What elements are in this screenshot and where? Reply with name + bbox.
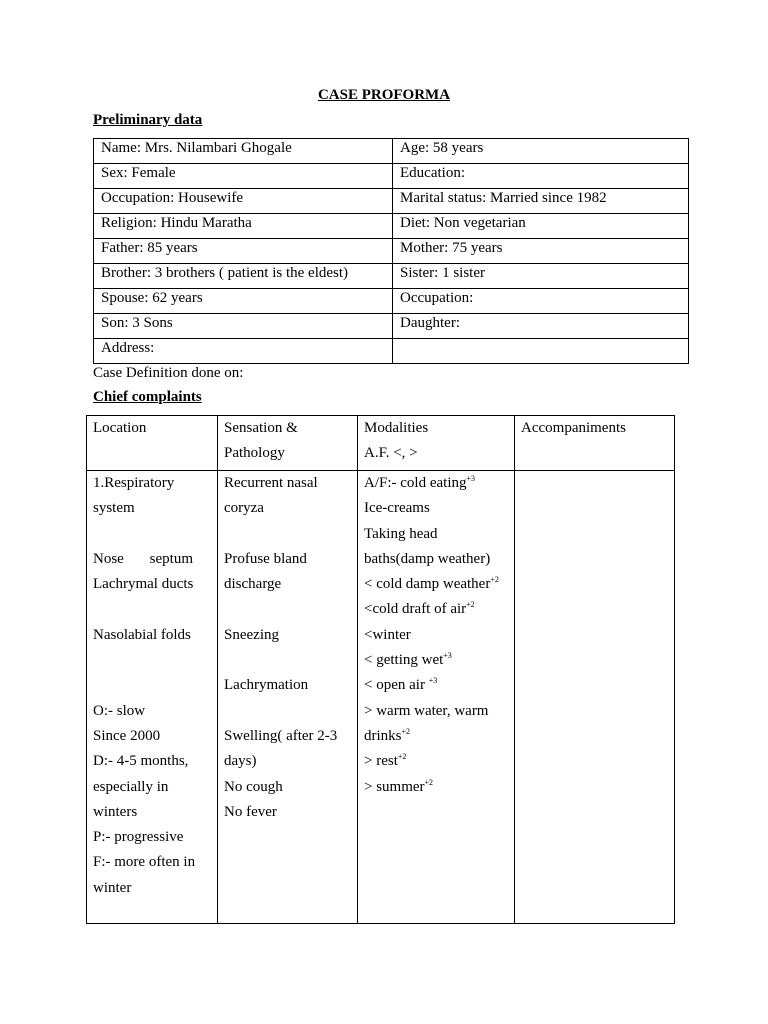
table-cell: Sister: 1 sister [393,264,689,289]
sensation-line: Recurrent nasal [224,475,318,491]
grade-superscript: +3 [443,651,452,661]
grade-superscript: +2 [401,726,411,736]
table-cell: Diet: Non vegetarian [393,214,689,239]
table-cell: Father: 85 years [94,239,393,264]
location-line [93,547,193,572]
modality-line [364,749,508,774]
location-line: 1.Respiratory [93,475,175,491]
modality-line: > warm water, warm [364,702,489,719]
location-line: Lachrymal ducts [93,576,194,593]
sensation-cell [218,471,358,924]
table-cell: Marital status: Married since 1982 [393,189,689,214]
table-cell: Son: 3 Sons [94,314,393,339]
grade-superscript: +2 [466,600,475,610]
table-row [87,471,675,924]
table-cell: Occupation: Housewife [94,189,393,214]
grade-superscript: +2 [490,575,499,585]
modality-line [364,648,508,673]
table-cell: Education: [393,164,689,189]
grade-superscript: +3 [428,676,438,686]
table-row [94,314,689,339]
modality-line: baths(damp weather) [364,550,491,567]
modality-text: < open air [364,677,429,694]
sensation-line: discharge [224,576,282,593]
modalities-cell [358,471,515,924]
modality-line [364,673,508,698]
modality-line [364,572,508,597]
location-word: Nose [93,550,124,567]
table-cell: Sex: Female [94,164,393,189]
preliminary-data-heading: Preliminary data [93,112,203,128]
chief-complaints-table [86,415,675,924]
table-row [94,289,689,314]
grade-superscript: +3 [466,474,475,483]
header-modalities [358,416,515,471]
table-cell [393,339,689,364]
table-row [94,264,689,289]
header-text: Location [93,420,147,436]
table-cell: Daughter: [393,314,689,339]
location-word: septum [149,550,193,567]
location-cell [87,471,218,924]
table-row [94,189,689,214]
table-cell: Religion: Hindu Maratha [94,214,393,239]
table-row [94,239,689,264]
location-line: P:- progressive [93,829,184,846]
table-cell: Address: [94,339,393,364]
header-text: Modalities [364,420,429,436]
table-cell: Occupation: [393,289,689,314]
location-line: especially in [93,778,169,795]
modality-line: Taking head [364,525,438,542]
location-line: system [93,500,135,517]
sensation-line: days) [224,753,257,770]
sensation-line: Lachrymation [224,677,309,694]
table-row [94,139,689,164]
sensation-line: coryza [224,500,264,517]
modality-text: drinks [364,727,402,744]
modality-text: <cold draft of air [364,601,467,618]
table-cell: Mother: 75 years [393,239,689,264]
table-row [94,164,689,189]
sensation-line: Swelling( after 2-3 [224,727,338,744]
grade-superscript: +2 [424,777,434,787]
header-text: A.F. <, > [364,445,418,462]
table-row [94,214,689,239]
case-definition-text: Case Definition done on: [93,365,244,381]
modality-text: < cold damp weather [364,576,491,593]
location-line: winter [93,879,132,896]
header-text: Pathology [224,445,285,462]
modality-text: A/F:- cold eating [364,475,467,491]
location-line: D:- 4-5 months, [93,753,189,770]
header-accompaniments [515,416,675,471]
location-line: winters [93,803,138,820]
header-sensation [218,416,358,471]
accompaniments-cell [515,471,675,924]
table-cell: Age: 58 years [393,139,689,164]
modality-line: <winter [364,626,411,643]
table-cell: Brother: 3 brothers ( patient is the eldest) [94,264,393,289]
sensation-line: Sneezing [224,626,279,643]
document-title: CASE PROFORMA [317,87,451,103]
modality-line [364,471,508,496]
table-row [94,339,689,364]
modality-line [364,597,508,622]
modality-line [364,775,508,800]
sensation-line: No fever [224,803,277,820]
table-cell: Spouse: 62 years [94,289,393,314]
location-line: Nasolabial folds [93,626,191,643]
modality-text: > summer [364,778,425,795]
chief-complaints-heading: Chief complaints [93,389,202,405]
table-header-row [87,416,675,471]
modality-text: > rest [364,753,398,770]
location-line: O:- slow [93,702,146,719]
header-text: Sensation & [224,420,298,436]
sensation-line: No cough [224,778,283,795]
location-line: F:- more often in [93,854,196,871]
location-line: Since 2000 [93,727,161,744]
sensation-line: Profuse bland [224,550,307,567]
preliminary-data-table [93,138,689,364]
header-location [87,416,218,471]
table-cell: Name: Mrs. Nilambari Ghogale [94,139,393,164]
modality-line [364,724,508,749]
grade-superscript: +2 [397,752,407,762]
modality-line: Ice-creams [364,500,430,517]
header-text: Accompaniments [521,420,626,436]
modality-text: < getting wet [364,652,444,669]
